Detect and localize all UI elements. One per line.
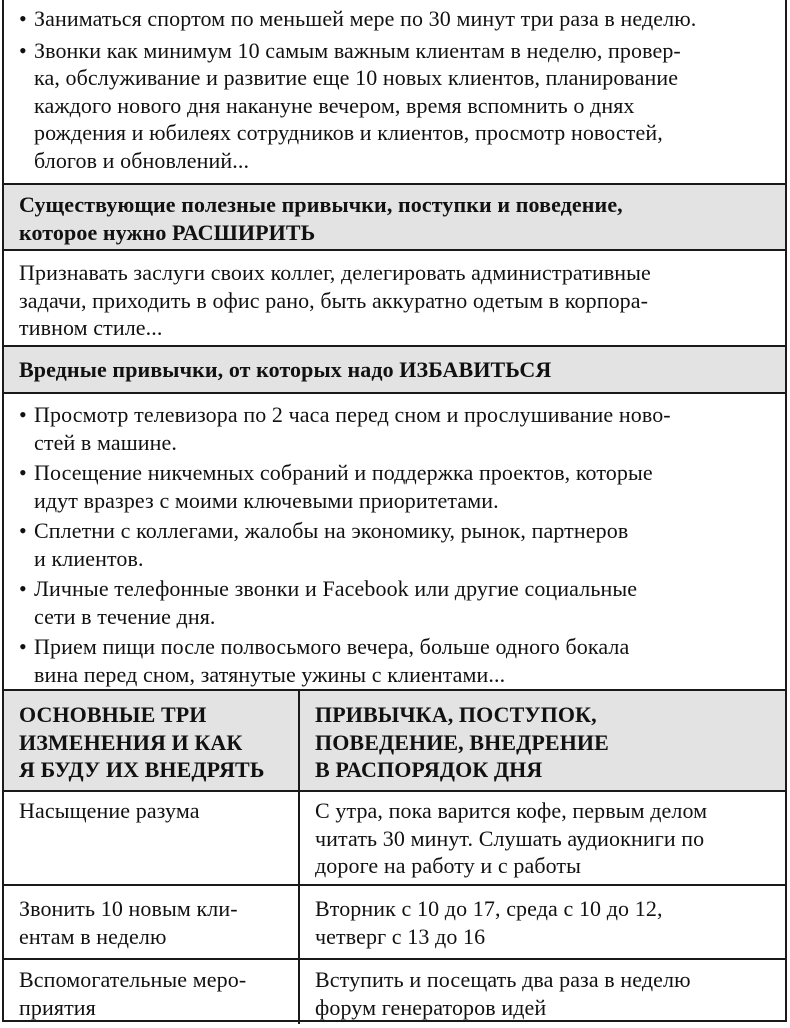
table-row: [315, 895, 663, 950]
text-line: Просмотр телевизора по 2 часа перед сном и прослушивание ново-: [34, 402, 671, 427]
cell-text: приятия: [19, 994, 96, 1020]
header-text: ИЗМЕНЕНИЯ И КАК: [19, 729, 243, 755]
text-line: Прием пищи после полвосьмого вечера, больше одного бокала: [34, 634, 630, 659]
section-title: которое нужно РАСШИРИТЬ: [19, 219, 316, 245]
list-item: [19, 517, 773, 572]
top-bullet-list: [4, 5, 785, 174]
header-text: Я БУДУ ИХ ВНЕДРЯТЬ: [19, 757, 265, 782]
remove-heading: [4, 347, 785, 392]
bullet-dot: •: [19, 37, 27, 63]
header-text: ПОВЕДЕНИЕ, ВНЕДРЕНИЕ: [315, 729, 609, 755]
list-item: [19, 37, 773, 175]
remove-list: [4, 401, 785, 688]
cell-text: читать 30 минут. Слушать аудиокниги по: [315, 825, 705, 851]
divider: [4, 884, 785, 886]
header-cell-changes: [19, 701, 264, 784]
bullet-dot: •: [19, 460, 27, 485]
divider: [4, 392, 785, 394]
list-item: [19, 633, 773, 688]
column-divider: [298, 689, 300, 1024]
text-line: Признавать заслуги своих коллег, делегировать административные: [19, 260, 651, 285]
header-text: ОСНОВНЫЕ ТРИ: [19, 702, 207, 727]
text-line: Звонки как минимум 10 самым важным клиентам в неделю, провер-: [34, 37, 681, 63]
cell-text: Вспомогательные меро-: [19, 967, 247, 992]
text-line: ка, обслуживание и развитие еще 10 новых клиентов, планирование: [34, 65, 679, 90]
cell-text: дороге на работу и с работы: [315, 853, 582, 878]
text-line: блогов и обновлений...: [34, 147, 250, 173]
cell-text: Вторник с 10 до 17, среда с 10 до 12,: [315, 896, 663, 921]
cell-text: Вступить и посещать два раза в неделю: [315, 967, 691, 992]
text-line: и клиентов.: [34, 545, 144, 571]
text-line: сети в течение дня.: [34, 603, 216, 629]
list-item: [19, 459, 773, 514]
divider: [4, 958, 785, 960]
section-title: Существующие полезные привычки, поступки и поведение,: [19, 192, 623, 217]
table-row: [19, 966, 246, 1021]
text-line: стей в машине.: [34, 429, 177, 455]
bullet-dot: •: [19, 634, 27, 659]
list-item: [19, 401, 773, 456]
text-line: Посещение никчемных собраний и поддержка проектов, которые: [34, 460, 653, 485]
table-row: [19, 895, 238, 950]
text-line: тивном стиле...: [19, 315, 163, 340]
table-row: [19, 797, 200, 825]
text-line: Личные телефонные звонки и Facebook или другие социальные: [34, 576, 638, 601]
cell-text: четверг с 13 до 16: [315, 923, 486, 949]
divider: [4, 249, 785, 251]
expand-heading: [4, 185, 785, 249]
document-table: [2, 0, 787, 1022]
cell-text: форум генераторов идей: [315, 994, 547, 1020]
bullet-dot: •: [19, 402, 27, 427]
list-item: [19, 5, 773, 33]
text-line: вина перед сном, затянутые ужины с клиентами...: [34, 661, 506, 687]
table-row: [315, 797, 707, 880]
list-item: [19, 575, 773, 630]
section-title: Вредные привычки, от которых надо ИЗБАВИТЬСЯ: [19, 357, 552, 382]
bullet-dot: •: [19, 576, 27, 601]
text-line: каждого нового дня накануне вечером, время вспомнить о днях: [34, 92, 635, 118]
header-text: В РАСПОРЯДОК ДНЯ: [315, 757, 543, 782]
table-row: [315, 966, 691, 1021]
expand-body: [4, 259, 785, 342]
divider: [4, 790, 785, 792]
header-text: ПРИВЫЧКА, ПОСТУПОК,: [315, 702, 597, 727]
cell-text: ентам в неделю: [19, 923, 167, 949]
cell-text: Насыщение разума: [19, 798, 200, 823]
cell-text: С утра, пока варится кофе, первым делом: [315, 798, 708, 823]
cell-text: Звонить 10 новым кли-: [19, 896, 238, 921]
text-line: рождения и юбилеях сотрудников и клиентов, просмотр новостей,: [34, 120, 663, 145]
text-line: Заниматься спортом по меньшей мере по 30 минут три раза в неделю.: [34, 6, 697, 31]
text-line: задачи, приходить в офис рано, быть аккуратно одетым в корпора-: [19, 287, 649, 313]
text-line: идут вразрез с моими ключевыми приоритетами.: [34, 487, 499, 513]
header-cell-routine: [315, 701, 609, 784]
bullet-dot: •: [19, 518, 27, 543]
bullet-dot: •: [19, 6, 27, 31]
text-line: Сплетни с коллегами, жалобы на экономику, рынок, партнеров: [34, 518, 629, 543]
